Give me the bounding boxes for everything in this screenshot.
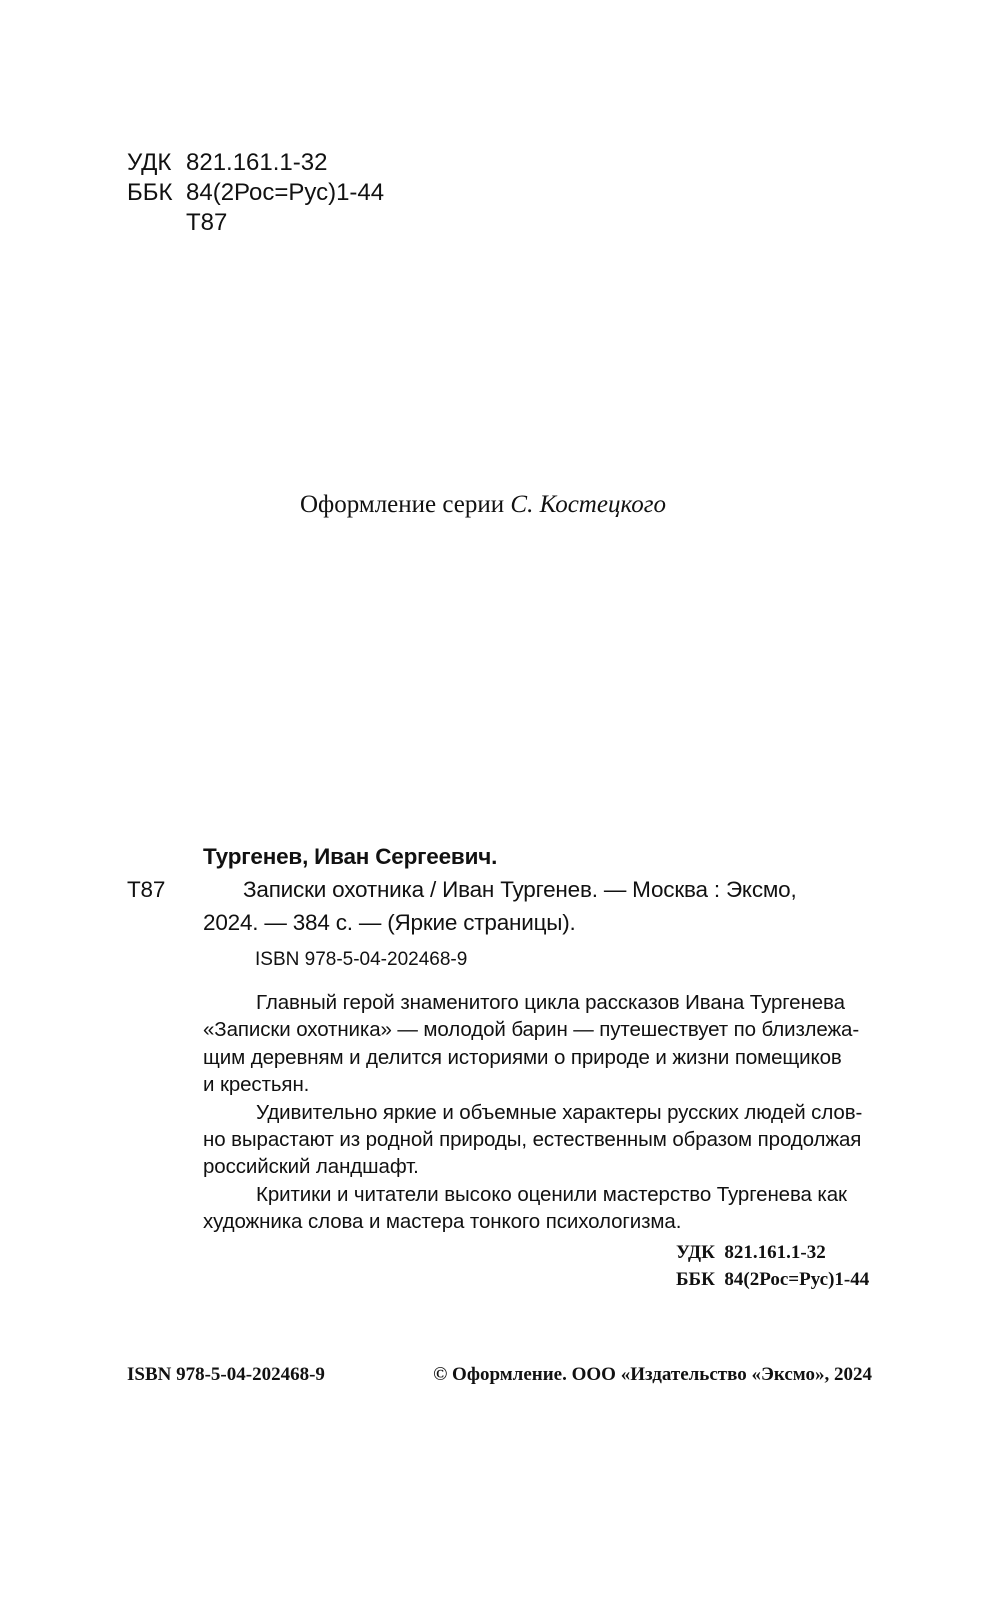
annotation-line: щим деревням и делится историями о природе и жизни помещиков (203, 1045, 842, 1069)
series-credit-designer: С. Костецкого (510, 491, 666, 518)
annotation (203, 989, 875, 1236)
author-mark: Т87 (127, 877, 166, 902)
annotation-line: и крестьян. (203, 1073, 310, 1097)
udk-top-label: УДК (127, 149, 172, 176)
annotation-paragraph-3 (203, 1181, 875, 1236)
bbk-top-value: 84(2Рос=Рус)1-44 (186, 179, 385, 206)
annotation-line: Удивительно яркие и объемные характеры русских людей слов- (256, 1100, 863, 1124)
author-heading: Тургенев, Иван Сергеевич. (203, 844, 498, 869)
footer-copyright: © Оформление. ООО «Издательство «Эксмо», 2024 (433, 1364, 872, 1385)
annotation-line: Критики и читатели высоко оценили мастерство Тургенева как (256, 1182, 847, 1206)
series-credit (300, 490, 666, 520)
record-isbn: ISBN 978-5-04-202468-9 (255, 949, 468, 970)
annotation-line: «Записки охотника» — молодой барин — путешествует по близлежа- (203, 1018, 860, 1042)
udk-top-value: 821.161.1-32 (186, 149, 328, 176)
udk-bottom: УДК 821.161.1-32 (676, 1242, 826, 1263)
annotation-line: Главный герой знаменитого цикла рассказов Ивана Тургенева (256, 991, 845, 1014)
annotation-line: но вырастают из родной природы, естественным образом продолжая (203, 1128, 862, 1152)
footer-isbn: ISBN 978-5-04-202468-9 (127, 1364, 325, 1385)
annotation-paragraph-1 (203, 989, 875, 1099)
bbk-top-label: ББК (127, 179, 173, 206)
bbk-bottom: ББК 84(2Рос=Рус)1-44 (676, 1269, 870, 1290)
annotation-paragraph-2 (203, 1099, 875, 1181)
annotation-line: российский ландшафт. (203, 1155, 419, 1179)
author-mark-top: Т87 (186, 209, 228, 236)
title-line-1: Записки охотника / Иван Тургенев. — Москва : Эксмо, (243, 877, 797, 902)
annotation-line: художника слова и мастера тонкого психологизма. (203, 1210, 682, 1234)
title-line-2: 2024. — 384 с. — (Яркие страницы). (203, 910, 576, 935)
series-credit-prefix: Оформление серии (300, 491, 505, 518)
